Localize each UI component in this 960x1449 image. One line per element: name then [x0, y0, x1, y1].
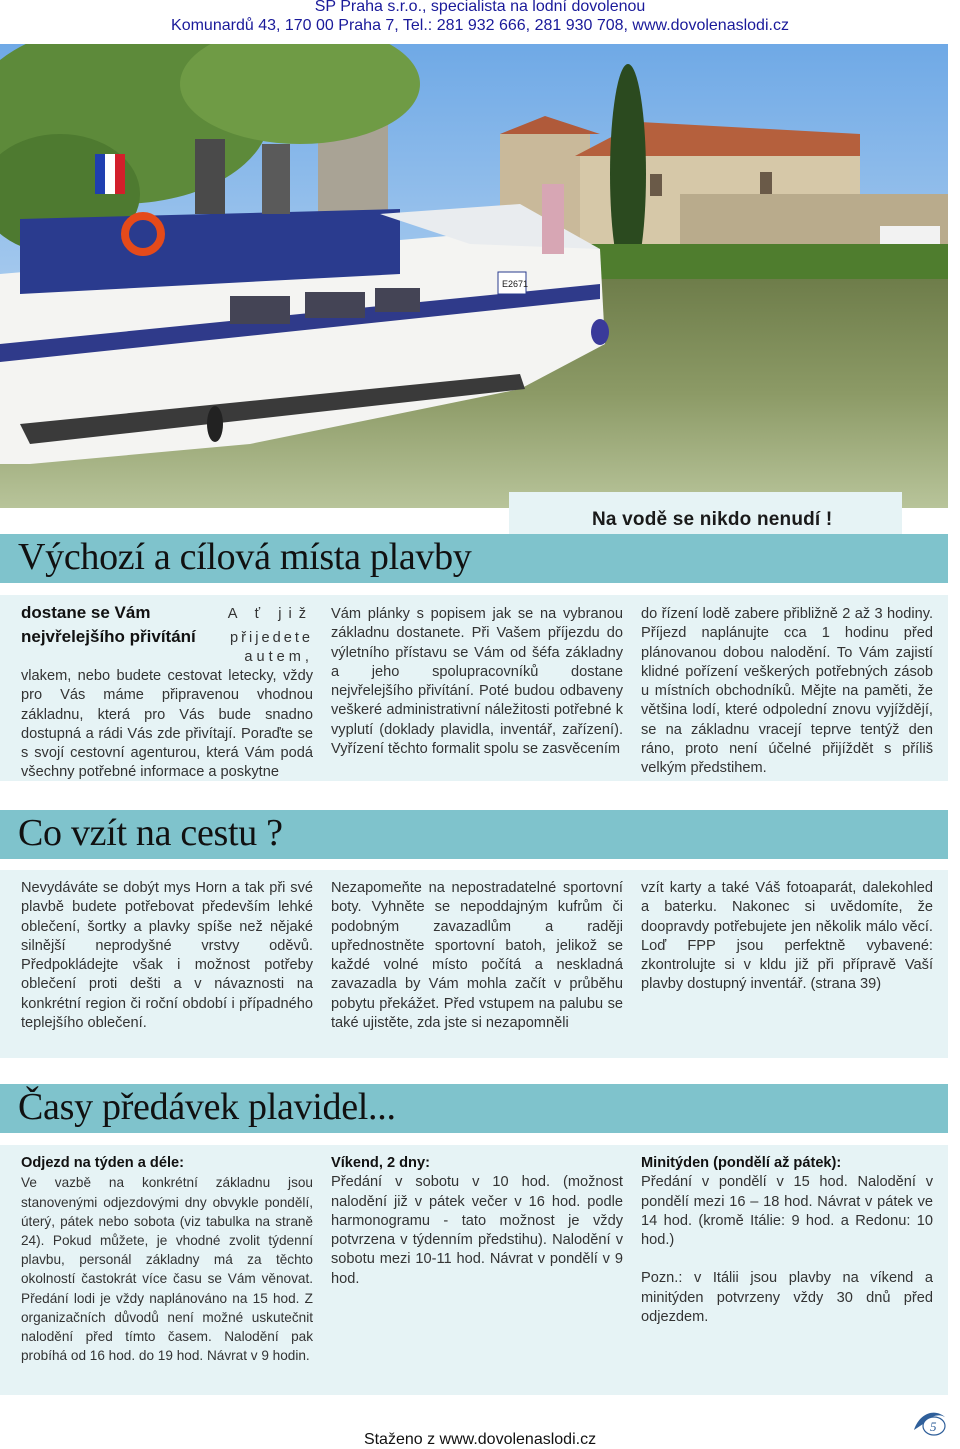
section-title-handover: Časy předávek plavidel...: [18, 1086, 396, 1128]
packing-col-3-text: vzít karty a také Váš fotoaparát, dalekohled a baterku. Nakonec si uvědomíte, že doopravdy potřebujete jen několik málo věcí. Loď FPP jsou perfektně vybavené: zkontrolujte si v kldu již při přípravě Vaší plavby dostupný inventář. (strana 39): [641, 880, 933, 993]
page-number: 5: [930, 1419, 937, 1434]
destinations-col-3: [641, 605, 933, 779]
packing-col-1: [21, 879, 313, 1033]
packing-col-3: [641, 879, 933, 995]
section-title-packing: Co vzít na cestu ?: [18, 812, 283, 854]
destinations-col-2-text: Vám plánky s popisem jak se na vybranou základnu dostanete. Při Vašem příjezdu do výletního přístavu se Vám od šéfa základny a jeho spolupracovníků dostane nejvřelejšího přivítání. Poté budou odbaveny veškeré administrativní náležitosti potřebné k vyplutí (doklady plavidla, inventář, zařízení). Vyřízení těchto formalit spolu se zasvěcením: [331, 606, 623, 758]
handover-col-1: [21, 1154, 313, 1365]
tagline: Na vodě se nikdo nenudí !: [592, 509, 833, 530]
handover-col-1-text: Ve vazbě na konkrétní základnu jsou stanovenými odjezdovými dny obvykle pondělí, úterý, pátek nebo sobota (viz tabulka na straně 24). Pokud můžete, je vhodné zvolit týdenní plavbu, personál základny má za těchto okolností častokrát více času se Vám věnovat. Předání lodi je vždy naplánováno na 15 hod. Z organizačních důvodů není možné uskutečnit nalodění před tímto časem. Nalodění pak probíhá od 16 hod. do 19 hod. Návrat v 9 hodin.: [21, 1175, 313, 1364]
header-company: SP Praha s.r.o., specialista na lodní dovolenou: [314, 0, 646, 15]
handover-col-3-text-a: Předání v pondělí v 15 hod. Nalodění v pondělí mezi 16 – 18 hod. Návrat v pátek ve 14 hod. (kromě Itálie: 9 hod. a Redonu: 10 hod.): [641, 1174, 933, 1249]
destinations-col-3-text: do řízení lodě zabere přibližně 2 až 3 hodiny. Příjezd naplánujte cca 1 hodinu před plánovanou dobou nalodění. To Vám zajistí klidné pořízení veškerých potřebných zásob u místních obchodníků. Mějte na paměti, že většina lodí, které odpolední znovu vyjíždějí, se na základnu vracejí teprve tentýž den ráno, proto není účelné přijíždět s příliš velkým předstihem.: [641, 606, 933, 777]
boat-plate-text: E2671: [502, 279, 529, 289]
handover-col-3-text-b: Pozn.: v Itálii jsou plavby na víkend a minitýden potvrzeny vždy 30 dnů před odjezdem.: [641, 1270, 933, 1326]
handover-col-3-heading: Minitýden (pondělí až pátek):: [641, 1155, 842, 1171]
destinations-heading-b-right: přijedete: [230, 630, 313, 646]
handover-col-3: [641, 1154, 933, 1327]
destinations-col-1: [21, 603, 313, 783]
packing-col-2-text: Nezapomeňte na nepostradatelné sportovní boty. Vyhněte se nepoddajným kufrům či podobným zavazadlům a raději upřednostněte sportovní batoh, jelikož se každé volné místo počítá a neskladná zavazadla by Vám mohla začít v průběhu pobytu překážet. Před vstupem na palubu se také ujistěte, zda jste si nezapomněli: [331, 880, 623, 1032]
section-title-destinations: Výchozí a cílová místa plavby: [18, 536, 472, 578]
handover-col-2-heading: Víkend, 2 dny:: [331, 1155, 430, 1171]
packing-col-1-text: Nevydáváte se dobýt mys Horn a tak při své plavbě budete potřebovat především lehké oblečení, šortky a plavky spíše než nějaké silnější neprodyšné vrstvy oděvů. Předpokládejte však i možnost potřeby oblečení proti dešti a v návaznosti na konkrétní region či roční období i případného teplejšího oblečení.: [21, 880, 313, 1032]
destinations-heading-b: nejvřelejšího přivítání: [21, 627, 196, 646]
destinations-col-1-body: vlakem, nebo budete cestovat letecky, vždy pro Vás máme připravenou vhodnou základnu, která pro Vás bude snadno dostupná a rádi Vás zde přivítají. Poraďte se s svojí cestovní agenturou, která Vám podá všechny potřebné informace a poskytne: [21, 668, 313, 781]
handover-col-1-heading: Odjezd na týden a déle:: [21, 1155, 184, 1171]
packing-col-2: [331, 879, 623, 1033]
destinations-line3: autem,: [244, 649, 313, 665]
handover-col-2-text: Předání v sobotu v 10 hod. (možnost nalodění již v pátek večer v 16 hod. podle harmonogramu - tato možnost je vždy potvrzena v týdenním předstihu). Nalodění v sobotu mezi 10-11 hod. Návrat v pondělí v 9 hod.: [331, 1174, 623, 1287]
destinations-heading-a-right: A ť již: [227, 606, 313, 622]
boat-photo: [0, 44, 948, 508]
page-footer: Staženo z www.dovolenaslodi.cz: [363, 1431, 597, 1448]
handover-col-2: [331, 1154, 623, 1289]
destinations-col-2: [331, 605, 623, 759]
header-contact: Komunardů 43, 170 00 Praha 7, Tel.: 281 932 666, 281 930 708, www.dovolenaslodi.cz: [171, 17, 789, 34]
destinations-heading-a: dostane se Vám: [21, 603, 151, 622]
